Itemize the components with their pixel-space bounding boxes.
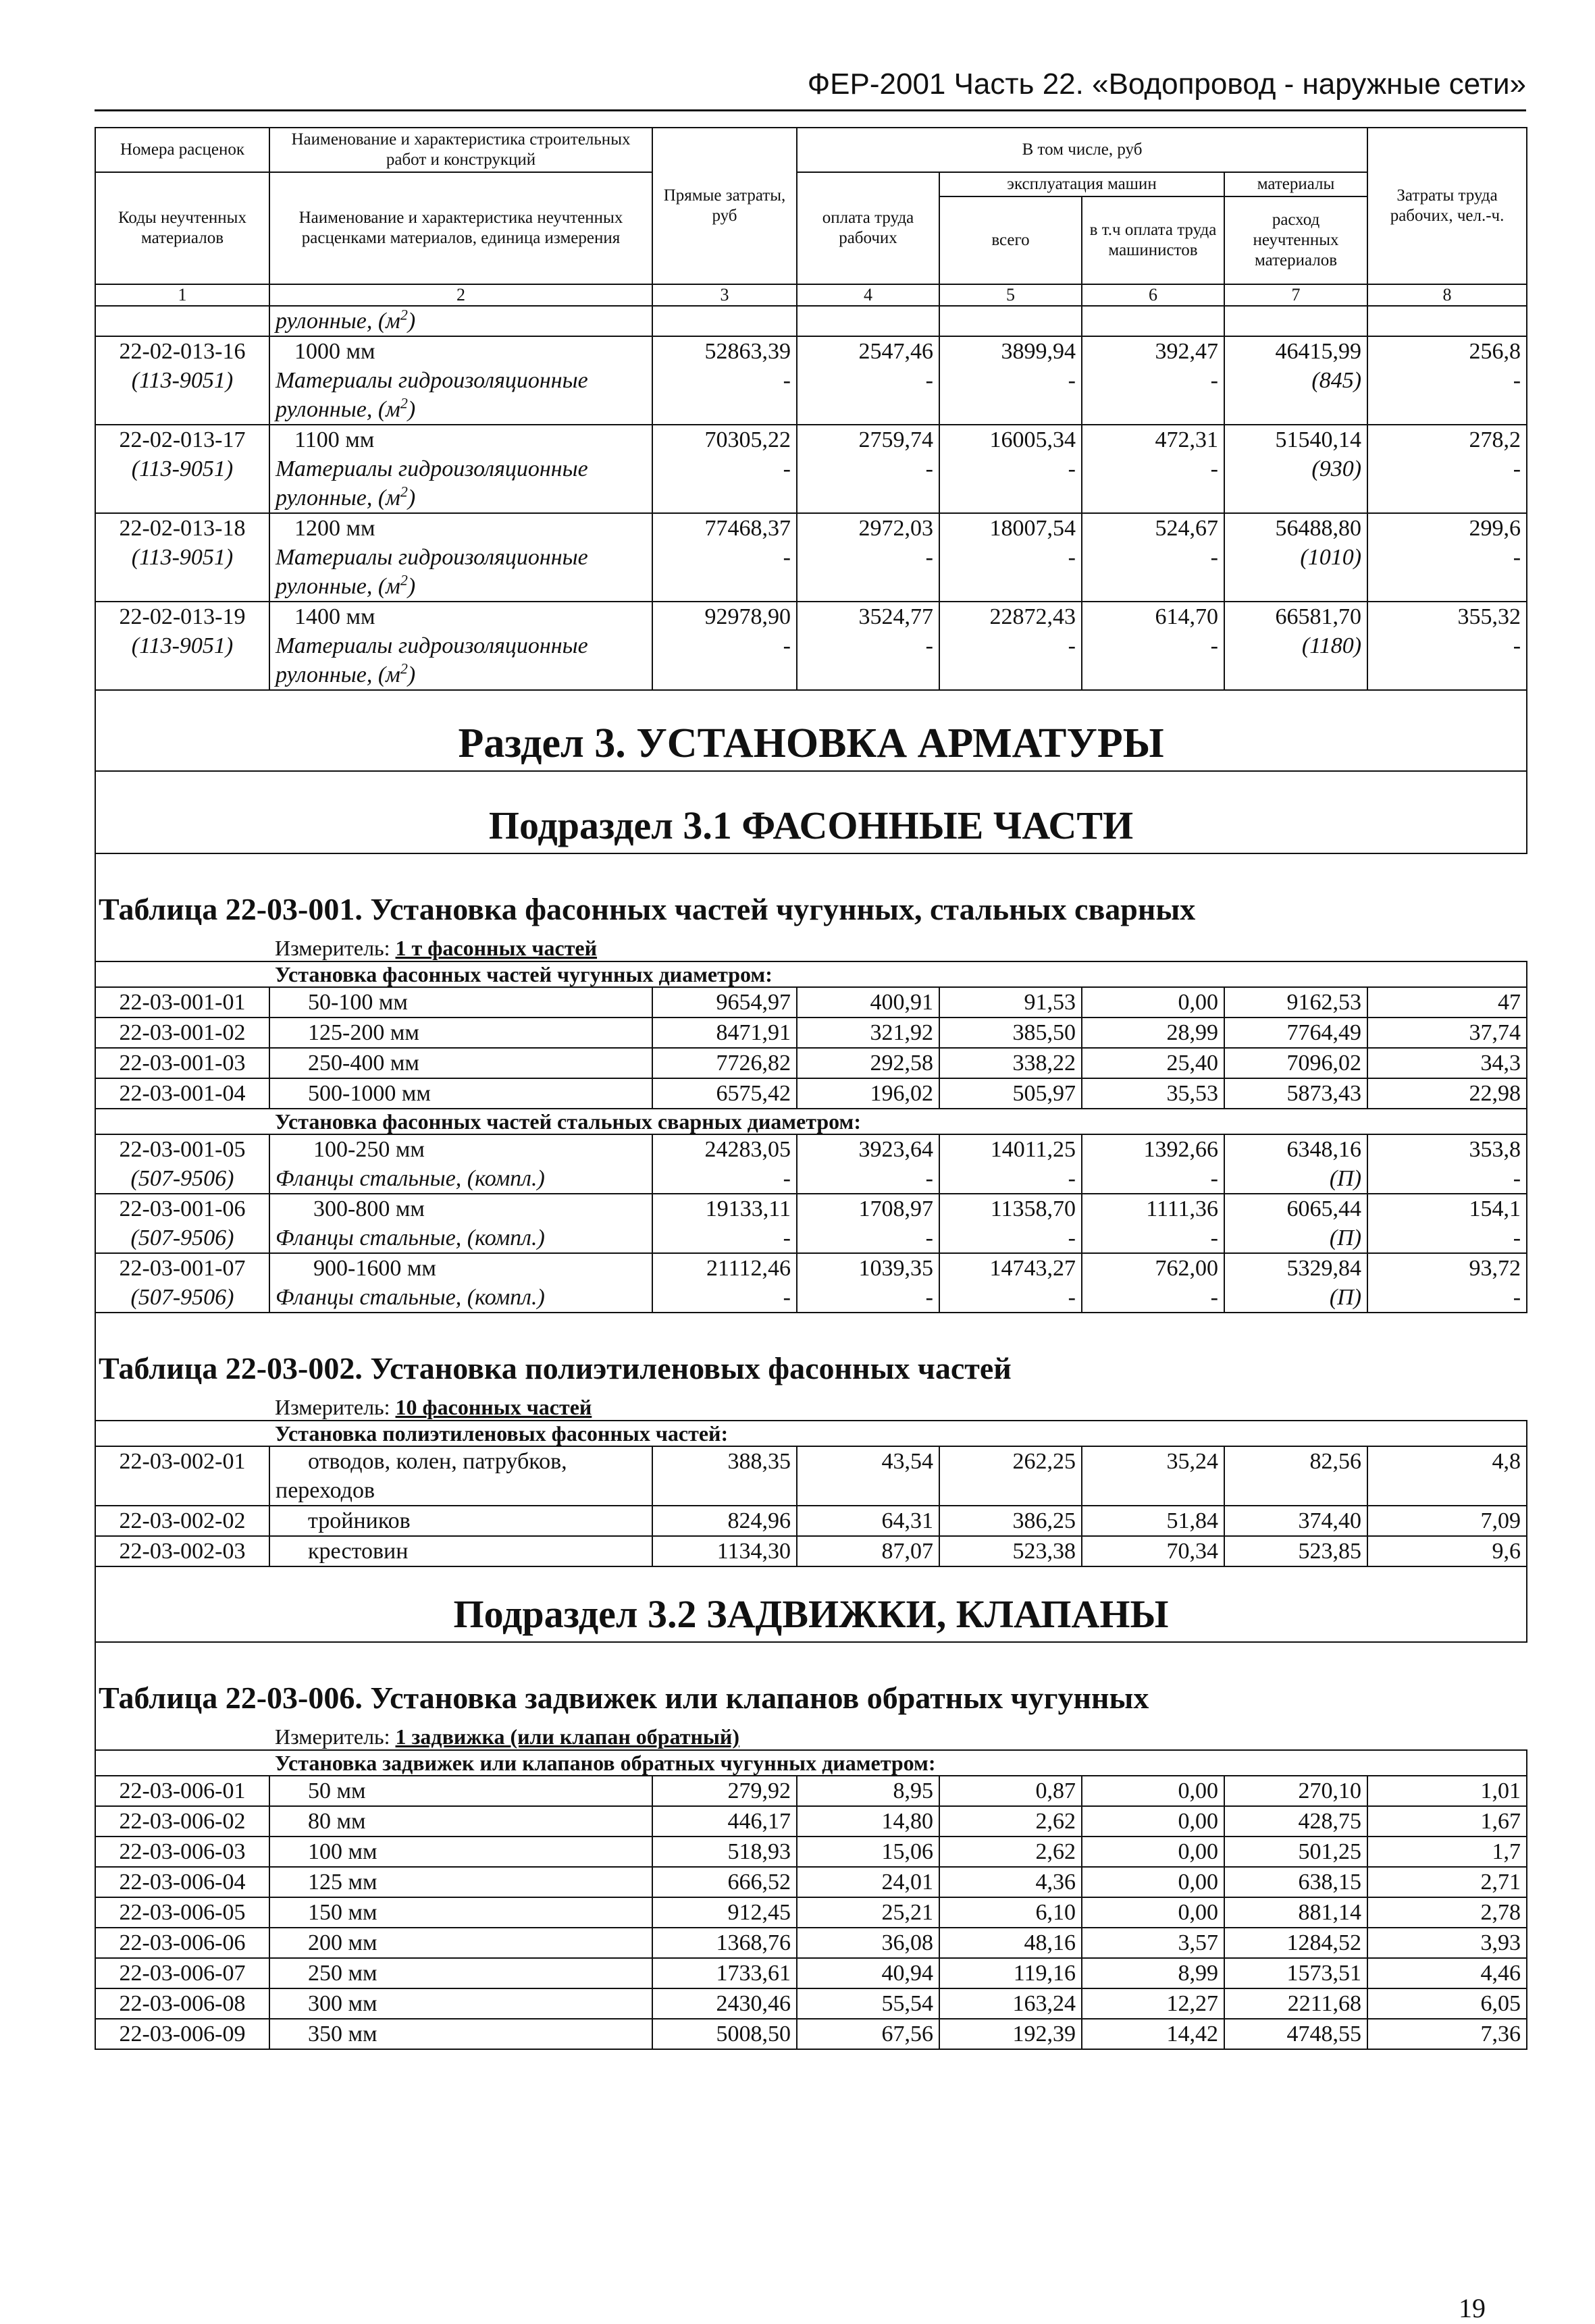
work-name: 50 мм — [269, 1776, 652, 1806]
wages: 196,02 — [797, 1078, 939, 1109]
rate-code: 22-02-013-18 (113-9051) — [95, 513, 269, 602]
direct-cost: 1368,76 — [652, 1928, 797, 1958]
materials-cost: 4748,55 — [1224, 2019, 1367, 2049]
machines-total: 262,25 — [939, 1446, 1082, 1506]
materials-cost: 270,10 — [1224, 1776, 1367, 1806]
materials-cost: 7764,49 — [1224, 1018, 1367, 1048]
materials-cost: 501,25 — [1224, 1837, 1367, 1867]
machinists-wages: 0,00 — [1082, 1867, 1224, 1897]
materials-cost: 6065,44 — [1286, 1196, 1362, 1221]
direct-cost: 388,35 — [652, 1446, 797, 1506]
materials-cost: 638,15 — [1224, 1867, 1367, 1897]
direct-cost: 1134,30 — [652, 1536, 797, 1566]
materials-cost: 881,14 — [1224, 1897, 1367, 1928]
work-name: 200 мм — [269, 1928, 652, 1958]
direct-cost: 9654,97 — [652, 987, 797, 1018]
work-name: 125 мм — [269, 1867, 652, 1897]
rate-code: 22-03-006-08 — [95, 1988, 269, 2019]
material-quantity: (1180) — [1301, 633, 1362, 658]
materials-cost: 428,75 — [1224, 1806, 1367, 1837]
work-name: тройников — [269, 1506, 652, 1536]
materials-cost: 7096,02 — [1224, 1048, 1367, 1078]
table-row: 22-03-001-06 (507-9506) 300-800 мм Фланцы стальные, (компл.) 19133,11 - 1708,97 - 11358,70 - 1111,36 - 6065,44 (П) 154,1 - — [95, 1194, 1527, 1253]
rate-code: 22-03-006-09 — [95, 2019, 269, 2049]
material-quantity: (П) — [1329, 1225, 1362, 1250]
labor-hours: 3,93 — [1367, 1928, 1527, 1958]
wages: 43,54 — [797, 1446, 939, 1506]
machines-total: 505,97 — [939, 1078, 1082, 1109]
machinists-wages: 762,00 — [1155, 1256, 1218, 1281]
measure-unit: Измеритель: 10 фасонных частей — [275, 1395, 592, 1419]
work-name: 1100 мм Материалы гидроизоляционные рулонные, $(м^2)$ — [269, 425, 652, 513]
machinists-wages: 35,53 — [1082, 1078, 1224, 1109]
table-title: Таблица 22-03-006. Установка задвижек или клапанов обратных чугунных — [95, 1642, 1527, 1724]
materials-cost: 2211,68 — [1224, 1988, 1367, 2019]
labor-hours: 93,72 — [1469, 1256, 1521, 1281]
col-index: 6 — [1082, 284, 1224, 306]
machines-total: 14011,25 — [990, 1137, 1076, 1162]
rate-code: 22-03-006-01 — [95, 1776, 269, 1806]
machinists-wages: 70,34 — [1082, 1536, 1224, 1566]
direct-cost: 1733,61 — [652, 1958, 797, 1988]
machines-total: 6,10 — [939, 1897, 1082, 1928]
materials-cost: 374,40 — [1224, 1506, 1367, 1536]
rate-code: 22-03-006-03 — [95, 1837, 269, 1867]
material-name: Фланцы стальные, (компл.) — [276, 1225, 545, 1250]
machinists-wages: 0,00 — [1082, 1897, 1224, 1928]
table-row: 22-02-013-16 (113-9051) 1000 мм Материалы гидроизоляционные рулонные, $(м^2)$ 52863,39 - 2547,46 - 3899,94 - 392,47 - 46415,99 (845) 256,8 - — [95, 336, 1527, 425]
subsection-title: Подраздел 3.1 ФАСОННЫЕ ЧАСТИ — [95, 771, 1527, 853]
page-number: 19 — [1459, 2293, 1486, 2323]
machines-total: 192,39 — [939, 2019, 1082, 2049]
wages: 1708,97 — [858, 1196, 933, 1221]
rate-code: 22-02-013-16 (113-9051) — [95, 336, 269, 425]
materials-cost: 9162,53 — [1224, 987, 1367, 1018]
machinists-wages: 1392,66 — [1143, 1137, 1218, 1162]
direct-cost: 824,96 — [652, 1506, 797, 1536]
header-machinists-wages: в т.ч оплата труда машинистов — [1082, 196, 1224, 284]
section-title: Раздел 3. УСТАНОВКА АРМАТУРЫ — [95, 690, 1527, 771]
labor-hours: 355,32 — [1457, 604, 1521, 629]
machines-total: 18007,54 — [989, 516, 1076, 541]
wages: 15,06 — [797, 1837, 939, 1867]
labor-hours: 2,78 — [1367, 1897, 1527, 1928]
direct-cost: 92978,90 — [704, 604, 791, 629]
direct-cost: 24283,05 — [704, 1137, 791, 1162]
material-quantity: (1010) — [1300, 545, 1362, 570]
machinists-wages: 25,40 — [1082, 1048, 1224, 1078]
work-name: 500-1000 мм — [269, 1078, 652, 1109]
work-name: 250 мм — [269, 1958, 652, 1988]
materials-cost: 1573,51 — [1224, 1958, 1367, 1988]
labor-hours: 7,36 — [1367, 2019, 1527, 2049]
machines-total: 11358,70 — [990, 1196, 1076, 1221]
header-materials-consumption: расход неучтенных материалов — [1224, 196, 1367, 284]
wages: 87,07 — [797, 1536, 939, 1566]
labor-hours: 6,05 — [1367, 1988, 1527, 2019]
header-including: В том числе, руб — [797, 128, 1367, 172]
machines-total: 3899,94 — [1001, 339, 1076, 364]
material-name: Фланцы стальные, (компл.) — [276, 1285, 545, 1310]
work-name: 80 мм — [269, 1806, 652, 1837]
materials-cost: 5329,84 — [1286, 1256, 1362, 1281]
material-code: (113-9051) — [131, 633, 234, 658]
machines-total: 523,38 — [939, 1536, 1082, 1566]
direct-cost: 912,45 — [652, 1897, 797, 1928]
work-name: 150 мм — [269, 1897, 652, 1928]
labor-hours: 1,67 — [1367, 1806, 1527, 1837]
rate-code: 22-03-006-05 — [95, 1897, 269, 1928]
rate-code: 22-03-001-06 (507-9506) — [95, 1194, 269, 1253]
table-row: 22-03-001-05 (507-9506) 100-250 мм Фланцы стальные, (компл.) 24283,05 - 3923,64 - 14011,25 - 1392,66 - 6348,16 (П) 353,8 - — [95, 1134, 1527, 1194]
header-material-names: Наименование и характеристика неучтенных расценками материалов, единица измерения — [269, 172, 652, 284]
table-row — [95, 1897, 1527, 1928]
rate-code: 22-03-006-04 — [95, 1867, 269, 1897]
wages: 25,21 — [797, 1897, 939, 1928]
direct-cost: 279,92 — [652, 1776, 797, 1806]
wages: 40,94 — [797, 1958, 939, 1988]
machinists-wages: 35,24 — [1082, 1446, 1224, 1506]
header-work-name: Наименование и характеристика строительных работ и конструкций — [269, 128, 652, 172]
labor-hours: 7,09 — [1367, 1506, 1527, 1536]
table-row — [95, 2019, 1527, 2049]
table-row: 22-02-013-17 (113-9051) 1100 мм Материалы гидроизоляционные рулонные, $(м^2)$ 70305,22 - 2759,74 - 16005,34 - 472,31 - 51540,14 (930) 278,2 - — [95, 425, 1527, 513]
running-header: ФЕР-2001 Часть 22. «Водопровод - наружные сети» — [807, 68, 1526, 101]
work-name: 250-400 мм — [269, 1048, 652, 1078]
labor-hours: 9,6 — [1367, 1536, 1527, 1566]
material-code: (507-9506) — [130, 1166, 234, 1191]
wages: 24,01 — [797, 1867, 939, 1897]
direct-cost: 518,93 — [652, 1837, 797, 1867]
labor-hours: 353,8 — [1469, 1137, 1521, 1162]
table-row: 22-03-001-07 (507-9506) 900-1600 мм Фланцы стальные, (компл.) 21112,46 - 1039,35 - 14743,27 - 762,00 - 5329,84 (П) 93,72 - — [95, 1253, 1527, 1313]
materials-cost: 82,56 — [1224, 1446, 1367, 1506]
rate-code: 22-02-013-19 (113-9051) — [95, 602, 269, 690]
material-name: Материалы гидроизоляционные — [276, 545, 588, 570]
rate-code: 22-03-006-07 — [95, 1958, 269, 1988]
labor-hours: 1,01 — [1367, 1776, 1527, 1806]
group-header: Установка задвижек или клапанов обратных чугунных диаметром: — [269, 1750, 1527, 1776]
direct-cost: 70305,22 — [704, 427, 791, 452]
direct-cost: 446,17 — [652, 1806, 797, 1837]
material-code: (507-9506) — [130, 1285, 234, 1310]
header-materials: материалы — [1224, 172, 1367, 196]
machinists-wages: 0,00 — [1082, 1837, 1224, 1867]
header-wages: оплата труда рабочих — [797, 172, 939, 284]
rate-code: 22-03-002-01 — [95, 1446, 269, 1506]
table-row: 22-02-013-18 (113-9051) 1200 мм Материалы гидроизоляционные рулонные, $(м^2)$ 77468,37 - 2972,03 - 18007,54 - 524,67 - 56488,80 (1010) 299,6 - — [95, 513, 1527, 602]
materials-cost: 1284,52 — [1224, 1928, 1367, 1958]
group-header: Установка фасонных частей чугунных диаметром: — [269, 961, 1527, 987]
wages: 2972,03 — [858, 516, 933, 541]
rate-code: 22-03-006-02 — [95, 1806, 269, 1837]
materials-cost: 5873,43 — [1224, 1078, 1367, 1109]
material-name: Материалы гидроизоляционные — [276, 633, 588, 658]
labor-hours: 22,98 — [1367, 1078, 1527, 1109]
measure-unit: Измеритель: 1 задвижка (или клапан обратный) — [275, 1724, 739, 1749]
direct-cost: 21112,46 — [706, 1256, 791, 1281]
material-name: рулонные, $(м^2)$ — [269, 306, 652, 336]
material-quantity: (П) — [1329, 1285, 1362, 1310]
machinists-wages: 8,99 — [1082, 1958, 1224, 1988]
measure-unit: Измеритель: 1 т фасонных частей — [275, 936, 598, 960]
machines-total: 2,62 — [939, 1837, 1082, 1867]
materials-cost: 56488,80 — [1275, 516, 1362, 541]
materials-cost: 66581,70 — [1275, 604, 1362, 629]
work-name: отводов, колен, патрубков, переходов — [269, 1446, 652, 1506]
work-name: 1000 мм Материалы гидроизоляционные рулонные, $(м^2)$ — [269, 336, 652, 425]
machinists-wages: 14,42 — [1082, 2019, 1224, 2049]
material-code: (113-9051) — [131, 368, 234, 393]
work-name: 50-100 мм — [269, 987, 652, 1018]
machinists-wages: 0,00 — [1082, 1776, 1224, 1806]
work-name: крестовин — [269, 1536, 652, 1566]
wages: 14,80 — [797, 1806, 939, 1837]
wages: 3524,77 — [858, 604, 933, 629]
table-row — [95, 1958, 1527, 1988]
group-header: Установка полиэтиленовых фасонных частей: — [269, 1421, 1527, 1446]
header-labor: Затраты труда рабочих, чел.-ч. — [1367, 128, 1527, 284]
material-code: (507-9506) — [130, 1225, 234, 1250]
work-name: 125-200 мм — [269, 1018, 652, 1048]
materials-cost: 6348,16 — [1286, 1137, 1362, 1162]
direct-cost: 2430,46 — [652, 1988, 797, 2019]
table-row — [95, 1806, 1527, 1837]
wages: 1039,35 — [858, 1256, 933, 1281]
rate-code: 22-03-001-07 (507-9506) — [95, 1253, 269, 1313]
material-quantity: (845) — [1311, 368, 1362, 393]
machinists-wages: 3,57 — [1082, 1928, 1224, 1958]
table-row — [95, 1837, 1527, 1867]
work-name: 900-1600 мм Фланцы стальные, (компл.) — [269, 1253, 652, 1313]
wages: 3923,64 — [858, 1137, 933, 1162]
labor-hours: 2,71 — [1367, 1867, 1527, 1897]
machines-total: 22872,43 — [989, 604, 1076, 629]
table-row — [95, 1048, 1527, 1078]
rate-code: 22-03-002-02 — [95, 1506, 269, 1536]
labor-hours: 47 — [1367, 987, 1527, 1018]
table-title: Таблица 22-03-002. Установка полиэтиленовых фасонных частей — [95, 1313, 1527, 1394]
machines-total: 16005,34 — [989, 427, 1076, 452]
rate-code: 22-03-006-06 — [95, 1928, 269, 1958]
group-header: Установка фасонных частей стальных сварных диаметром: — [269, 1109, 1527, 1134]
wages: 400,91 — [797, 987, 939, 1018]
col-index: 5 — [939, 284, 1082, 306]
material-name: Материалы гидроизоляционные — [276, 456, 588, 481]
wages: 2759,74 — [858, 427, 933, 452]
labor-hours: 154,1 — [1469, 1196, 1521, 1221]
work-name: 350 мм — [269, 2019, 652, 2049]
labor-hours: 4,46 — [1367, 1958, 1527, 1988]
table-row — [95, 1988, 1527, 2019]
machines-total: 385,50 — [939, 1018, 1082, 1048]
header-rule — [95, 109, 1526, 111]
machinists-wages: 12,27 — [1082, 1988, 1224, 2019]
col-index: 4 — [797, 284, 939, 306]
header-direct-costs: Прямые затраты, руб — [652, 128, 797, 284]
work-name: 100-250 мм Фланцы стальные, (компл.) — [269, 1134, 652, 1194]
machinists-wages: 51,84 — [1082, 1506, 1224, 1536]
direct-cost: 77468,37 — [704, 516, 791, 541]
direct-cost: 7726,82 — [652, 1048, 797, 1078]
table-row — [95, 1018, 1527, 1048]
machinists-wages: 0,00 — [1082, 1806, 1224, 1837]
wages: 8,95 — [797, 1776, 939, 1806]
rate-code: 22-03-001-03 — [95, 1048, 269, 1078]
header-machines-total: всего — [939, 196, 1082, 284]
header-material-codes: Коды неучтенных материалов — [95, 172, 269, 284]
col-index: 2 — [269, 284, 652, 306]
rate-code: 22-03-001-02 — [95, 1018, 269, 1048]
machines-total: 4,36 — [939, 1867, 1082, 1897]
direct-cost: 8471,91 — [652, 1018, 797, 1048]
direct-cost: 6575,42 — [652, 1078, 797, 1109]
work-name: 1400 мм Материалы гидроизоляционные рулонные, $(м^2)$ — [269, 602, 652, 690]
wages: 292,58 — [797, 1048, 939, 1078]
machinists-wages: 524,67 — [1155, 516, 1218, 541]
materials-cost: 523,85 — [1224, 1536, 1367, 1566]
wages: 55,54 — [797, 1988, 939, 2019]
wages: 321,92 — [797, 1018, 939, 1048]
labor-hours: 37,74 — [1367, 1018, 1527, 1048]
material-code: (113-9051) — [131, 456, 234, 481]
labor-hours: 1,7 — [1367, 1837, 1527, 1867]
materials-cost: 51540,14 — [1275, 427, 1362, 452]
table-row — [95, 1928, 1527, 1958]
work-name: 300-800 мм Фланцы стальные, (компл.) — [269, 1194, 652, 1253]
machinists-wages: 28,99 — [1082, 1018, 1224, 1048]
material-quantity: (930) — [1311, 456, 1362, 481]
subsection-title: Подраздел 3.2 ЗАДВИЖКИ, КЛАПАНЫ — [95, 1566, 1527, 1642]
table-row — [95, 1446, 1527, 1506]
machinists-wages: 472,31 — [1155, 427, 1218, 452]
material-name: Фланцы стальные, (компл.) — [276, 1166, 545, 1191]
table-row — [95, 1867, 1527, 1897]
machinists-wages: 1111,36 — [1146, 1196, 1218, 1221]
table-row — [95, 1536, 1527, 1566]
machines-total: 91,53 — [939, 987, 1082, 1018]
materials-cost: 46415,99 — [1275, 339, 1362, 364]
rate-code: 22-03-002-03 — [95, 1536, 269, 1566]
labor-hours: 256,8 — [1469, 339, 1521, 364]
machinists-wages: 0,00 — [1082, 987, 1224, 1018]
col-index: 1 — [95, 284, 269, 306]
labor-hours: 4,8 — [1367, 1446, 1527, 1506]
machines-total: 119,16 — [939, 1958, 1082, 1988]
machines-total: 0,87 — [939, 1776, 1082, 1806]
machinists-wages: 392,47 — [1155, 339, 1218, 364]
direct-cost: 5008,50 — [652, 2019, 797, 2049]
labor-hours: 299,6 — [1469, 516, 1521, 541]
rate-code: 22-03-001-04 — [95, 1078, 269, 1109]
header-rate-numbers: Номера расценок — [95, 128, 269, 172]
col-index: 7 — [1224, 284, 1367, 306]
direct-cost: 52863,39 — [704, 339, 791, 364]
material-quantity: (П) — [1329, 1166, 1362, 1191]
rate-code: 22-02-013-17 (113-9051) — [95, 425, 269, 513]
table-row — [95, 1776, 1527, 1806]
continuation-row — [95, 306, 1527, 336]
work-name: 300 мм — [269, 1988, 652, 2019]
wages: 2547,46 — [858, 339, 933, 364]
material-name: Материалы гидроизоляционные — [276, 368, 588, 393]
table-title: Таблица 22-03-001. Установка фасонных частей чугунных, стальных сварных — [95, 853, 1527, 935]
col-index: 3 — [652, 284, 797, 306]
direct-cost: 666,52 — [652, 1867, 797, 1897]
machines-total: 14743,27 — [989, 1256, 1076, 1281]
table-row — [95, 1078, 1527, 1109]
machines-total: 48,16 — [939, 1928, 1082, 1958]
machines-total: 338,22 — [939, 1048, 1082, 1078]
rate-code: 22-03-001-05 (507-9506) — [95, 1134, 269, 1194]
wages: 36,08 — [797, 1928, 939, 1958]
work-name: 100 мм — [269, 1837, 652, 1867]
header-machines: эксплуатация машин — [939, 172, 1224, 196]
table-row — [95, 987, 1527, 1018]
column-index-row — [95, 284, 1527, 306]
table-row: 22-02-013-19 (113-9051) 1400 мм Материалы гидроизоляционные рулонные, $(м^2)$ 92978,90 - 3524,77 - 22872,43 - 614,70 - 66581,70 (1180) 355,32 - — [95, 602, 1527, 690]
machinists-wages: 614,70 — [1155, 604, 1218, 629]
col-index: 8 — [1367, 284, 1527, 306]
wages: 64,31 — [797, 1506, 939, 1536]
machines-total: 2,62 — [939, 1806, 1082, 1837]
wages: 67,56 — [797, 2019, 939, 2049]
machines-total: 163,24 — [939, 1988, 1082, 2019]
work-name: 1200 мм Материалы гидроизоляционные рулонные, $(м^2)$ — [269, 513, 652, 602]
labor-hours: 34,3 — [1367, 1048, 1527, 1078]
labor-hours: 278,2 — [1469, 427, 1521, 452]
direct-cost: 19133,11 — [705, 1196, 791, 1221]
rate-code: 22-03-001-01 — [95, 987, 269, 1018]
price-table — [95, 127, 1527, 2050]
machines-total: 386,25 — [939, 1506, 1082, 1536]
material-code: (113-9051) — [131, 545, 234, 570]
table-row — [95, 1506, 1527, 1536]
